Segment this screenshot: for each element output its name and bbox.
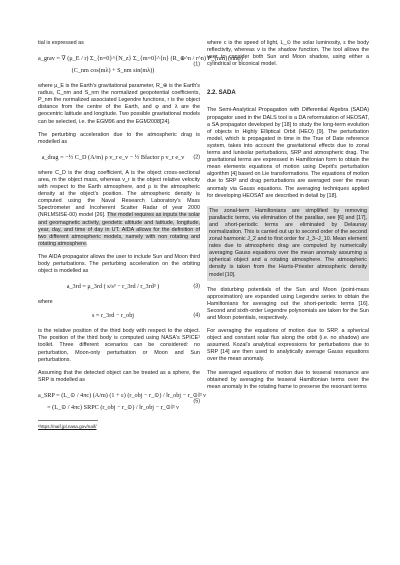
equation-5-line-1: a_SRP = (L_⊙ / 4πc) (A/m) (1 + ε) (r_obj − r_⊙) / ‖r_obj − r_⊙‖³ ν xyxy=(38,391,206,399)
equation-3 xyxy=(38,281,200,293)
paragraph-zonal-terms: The zonal-term Hamiltonians are simplified by removing parallactic terms, via elimination of the parallax, see [6] and [17], and short-periodic terms are eliminated by Delaunay normalization. This is carried out up to second order of the second zonal harmonic J_2 and to first order for J_3–J_10. Mean element rates due to atmospheric drag are computed by numerically averaging Gauss equations over the mean anomaly assuming a spherical object and a rotating atmosphere. The atmospheric density is taken from the Harris-Priester atmospheric density model [10]. xyxy=(207,206,369,281)
equation-2-number: (2) xyxy=(193,154,200,161)
footnote-link[interactable]: ¹https://naif.jpl.nasa.gov/naif/ xyxy=(38,423,97,429)
equation-5 xyxy=(38,390,206,414)
paragraph-gravity: where μ_E is the Earth's gravitational parameter, R_⊕ is the Earth's radius, C_nm and S_nm the normalized geopotential coefficients, P_nm the normalized associated Legendre functions, r is the object distance from the centre of the Earth, and φ and λ are the geocentric latitude and longitude. Two possible gravitational models can be selected, i.e. the EGM96 and the EGM2008[24]. xyxy=(38,83,200,125)
footnote-rule xyxy=(38,420,98,421)
paragraph-third-body: The AIDA propagator allows the user to include Sun and Moon third body perturbations. The perturbing acceleration on the orbiting object is modelled as xyxy=(38,253,200,275)
paragraph-lunisolar: The disturbing potentials of the Sun and Moon (point-mass approximation) are expanded using Legendre series to obtain the Hamiltonians for averaging out the short-periodic terms [16]. Second and sixth-order Legendre polynomials are taken for the Sun and Moon potentials, respectively. xyxy=(207,286,369,321)
equation-1-line-1: a_grav = ∇ (μ_E / r) Σ_{n=0}^{N_z} Σ_{m=0}^{n} (R_⊕^n / r^n) P_{nm}(sinφ) · xyxy=(38,55,247,63)
paragraph-srp-averaging: For averaging the equations of motion due to SRP, a spherical object and constant solar flux along the orbit (i.e. no shadow) are assumed. Kozai's analytical expressions for perturbations due to SRP [14] are then used to analytically average Gauss equations over the mean anomaly. xyxy=(207,328,369,363)
equation-2 xyxy=(38,152,200,164)
paragraph-tesseral: The averaged equations of motion due to tesseral resonance are obtained by averaging the tesseral Hamiltonian terms over the mean anomaly in the rotating frame to preserve the resonant terms xyxy=(207,369,369,390)
intro-text: tial is expressed as xyxy=(38,40,84,46)
equation-3-body: a_3rd = μ_3rd ( s/s³ − r_3rd / r_3rd³ ) xyxy=(66,283,160,291)
where-word: where xyxy=(38,299,53,306)
right-column xyxy=(207,40,369,397)
paragraph-drag-details-highlight: The model requires as inputs the solar and geomagnetic activity, geodetic altitude and latitude, longitude, year, day, and time of day in UT. AIDA allows for the definition of two different atmospheric models, namely with non rotating and rotating atmosphere. xyxy=(38,212,201,247)
equation-4-number: (4) xyxy=(193,312,200,319)
equation-1-number: (1) xyxy=(193,61,200,68)
equation-5-line-2: = (L_⊙ / 4πc) SRPC (r_obj − r_⊙) / ‖r_obj − r_⊙‖³ ν xyxy=(47,403,179,411)
equation-4 xyxy=(38,310,200,322)
paragraph-drag-details-a: where C_D is the drag coefficient, A is the object cross-sectional area, m the object mass, whereas v_r is the object relative velocity with respect to the Earth atmosphere, and ρ is the atmospheric density at the object's position. The atmospheric density is computed using the Naval Research Laboratory's Mass Spectrometer and Incoherent Scatter Radar of year 2000 (NRLMSISE-00) model [26]. xyxy=(38,169,200,219)
equation-1-line-2: (C_nm cos(mλ) + S_nm sin(mλ)) xyxy=(71,67,155,75)
equation-3-number: (3) xyxy=(193,283,200,290)
paragraph-drag-details xyxy=(38,170,200,248)
equation-4-body: s = r_3rd − r_obj xyxy=(91,312,135,320)
equation-5-number: (5) xyxy=(193,398,200,405)
paragraph-drag-intro: The perturbing acceleration due to the atmospheric drag is modelled as xyxy=(38,131,200,145)
paragraph-srp-intro: Assuming that the detected object can be treated as a sphere, the SRP is modelled as xyxy=(38,369,200,383)
section-heading-sada: 2.2. SADA xyxy=(207,90,236,97)
paragraph-relative-position: is the relative position of the third body with respect to the object. The position of the third body is computed using NASA's SPICE¹ toolkit. Three different scenarios can be considered: no perturbation, Moon-only perturbation or Moon and Sun perturbations. xyxy=(38,328,200,363)
equation-2-body: a_drag = −½ C_D (A/m) ρ v_r e_v − ½ Bfactor ρ v_r e_v xyxy=(41,153,185,161)
equation-1 xyxy=(38,53,247,77)
paragraph-sada-overview: The Semi-Analytical Propagation with Differential Algebra (SADA) propagator used in the DALS tool is a DA reformulation of HEOSAT, a SA propagator developed by [18] to study the long-term evolution of objects in Highly Elliptical Orbit (HEO) [9]. The perturbation model, which is propagated in time in the True of Date reference system, takes into account the gravitational effects due to zonal terms and lunisolar perturbations, SRP and atmospheric drag. The gravitational terms are expressed in Hamiltonian form to obtain the mean elements equations of motion using Deprit's perturbation algorithm [4] based on Lie transformations. The equations of motion due to SRP and drag perturbations are averaged over the mean anomaly via Gauss equations. The averaging techniques applied for developing HEOSAT are described in detail by [18]. xyxy=(207,107,369,199)
paragraph-srp-symbols: where c is the speed of light, L_⊙ the solar luminosity, ε the body reflectivity, whereas ν is the shadow function. The tool allows the user to consider both Sun and Moon shadow, using either a cylindrical or biconical model. xyxy=(207,40,369,68)
